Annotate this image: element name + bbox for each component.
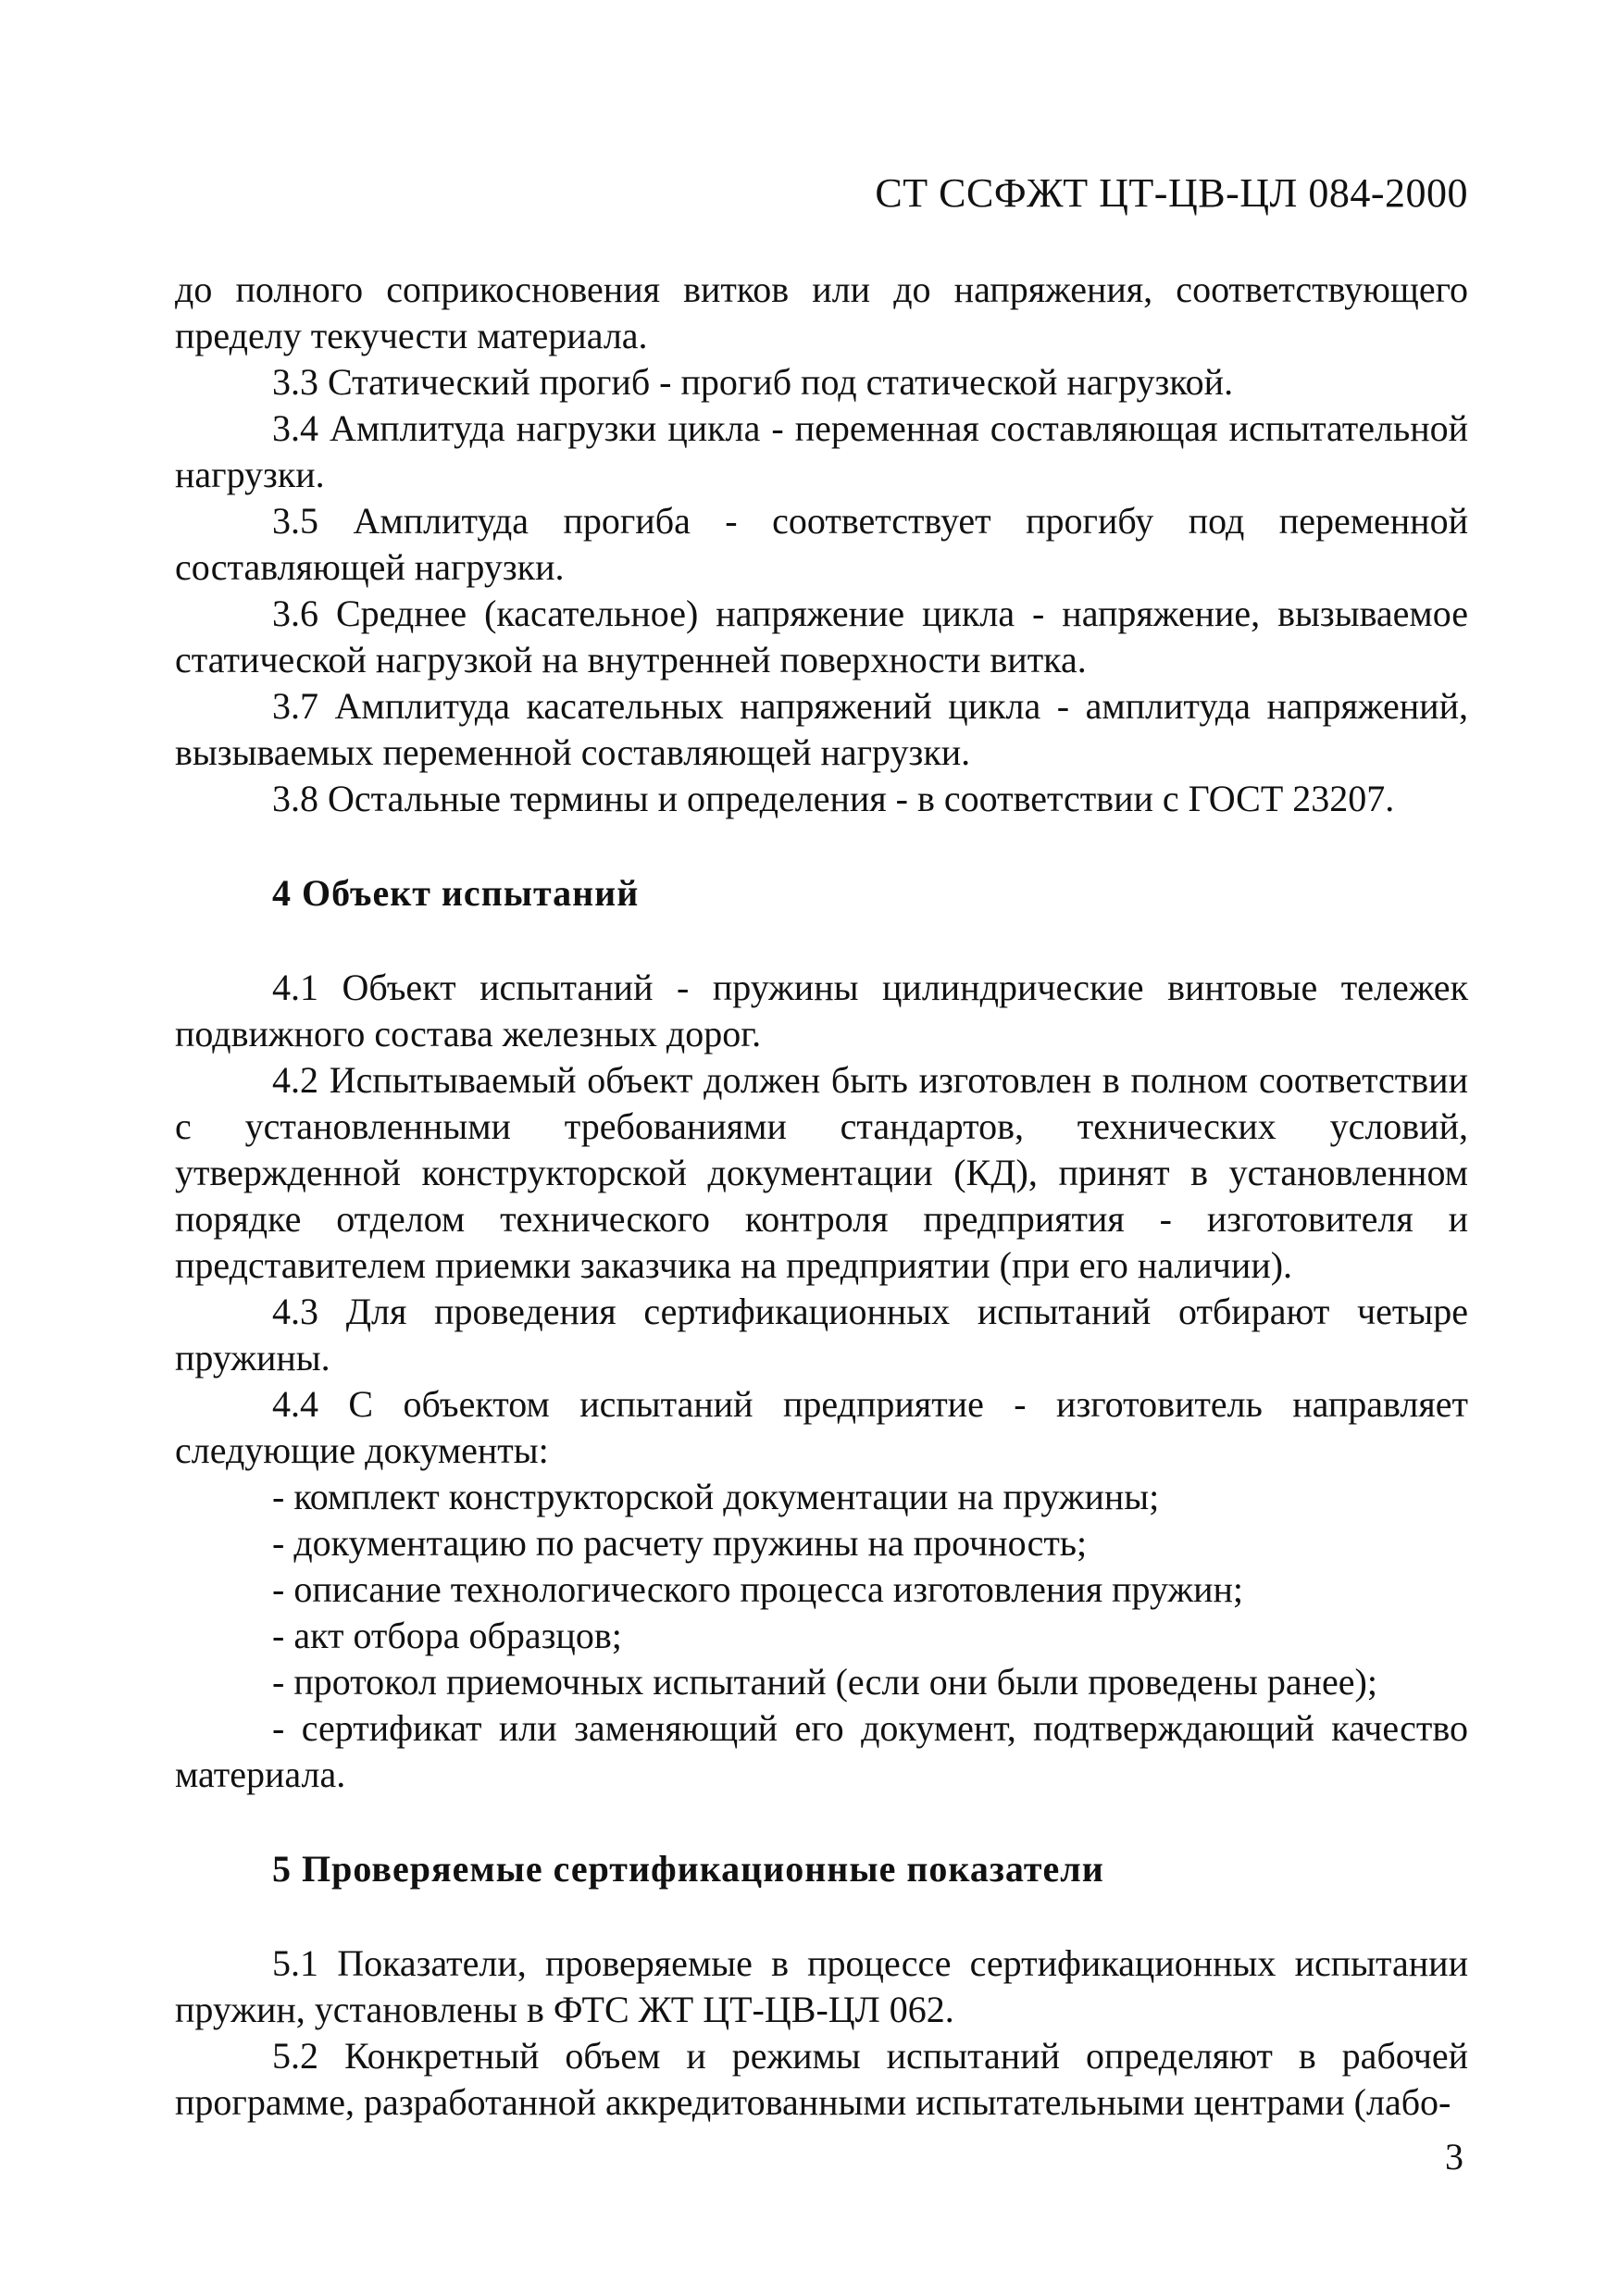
list-item: - акт отбора образцов; bbox=[272, 1615, 622, 1656]
paragraph-4-4: 4.4 С объектом испытаний предприятие - изготовитель направляет следующие документы: bbox=[175, 1383, 1468, 1471]
paragraph-4-3: 4.3 Для проведения сертификационных испытаний отбирают четыре пружины. bbox=[175, 1291, 1468, 1379]
documents-list bbox=[175, 1474, 1468, 1798]
paragraph-4-1: 4.1 Объект испытаний - пружины цилиндрические винтовые тележек подвижного состава железных дорог. bbox=[175, 967, 1468, 1054]
paragraph-3-4: 3.4 Амплитуда нагрузки цикла - переменная составляющая испытательной нагрузки. bbox=[175, 407, 1468, 495]
paragraph-5-1: 5.1 Показатели, проверяемые в процессе сертификационных испытании пружин, установлены в ФТС ЖТ ЦТ-ЦВ-ЦЛ 062. bbox=[175, 1942, 1468, 2030]
paragraph-3-5: 3.5 Амплитуда прогиба - соответствует прогибу под переменной составляющей нагрузки. bbox=[175, 500, 1468, 588]
paragraph-4-2: 4.2 Испытываемый объект должен быть изготовлен в полном соответствии с установленными требованиями стандартов, технических условий, утвержденной конструкторской документации (КД), принят в установленном порядке отделом технического контроля предприятия - изготовителя и представителем приемки заказчика на предприятии (при его наличии). bbox=[175, 1059, 1468, 1286]
paragraph-3-8: 3.8 Остальные термины и определения - в соответствии с ГОСТ 23207. bbox=[272, 778, 1395, 819]
paragraph-3-6: 3.6 Среднее (касательное) напряжение цикла - напряжение, вызываемое статической нагрузкой на внутренней поверхности витка. bbox=[175, 593, 1468, 680]
list-item: - описание технологического процесса изготовления пружин; bbox=[272, 1568, 1244, 1610]
list-item: - протокол приемочных испытаний (если они были проведены ранее); bbox=[272, 1661, 1377, 1703]
list-item: - сертификат или заменяющий его документ, подтверждающий качество материала. bbox=[175, 1707, 1468, 1795]
paragraph-5-2: 5.2 Конкретный объем и режимы испытаний определяют в рабочей программе, разработанной аккредитованными испытательными центрами (лабо- bbox=[175, 2035, 1468, 2123]
list-item: - комплект конструкторской документации на пружины; bbox=[272, 1476, 1160, 1517]
document-code-header: СТ ССФЖТ ЦТ-ЦВ-ЦЛ 084-2000 bbox=[875, 170, 1468, 216]
paragraph-3-7: 3.7 Амплитуда касательных напряжений цикла - амплитуда напряжений, вызываемых переменной составляющей нагрузки. bbox=[175, 685, 1468, 773]
paragraph-3-2-continuation: до полного соприкосновения витков или до напряжения, соответствующего пределу текучести материала. bbox=[175, 268, 1468, 356]
paragraph-3-3: 3.3 Статический прогиб - прогиб под статической нагрузкой. bbox=[272, 361, 1234, 403]
page-content bbox=[175, 267, 1468, 2126]
list-item: - документацию по расчету пружины на прочность; bbox=[272, 1522, 1088, 1564]
section-5-heading: 5 Проверяемые сертификационные показатели bbox=[272, 1848, 1104, 1890]
section-4-heading: 4 Объект испытаний bbox=[272, 872, 640, 914]
page-number: 3 bbox=[1445, 2136, 1463, 2177]
